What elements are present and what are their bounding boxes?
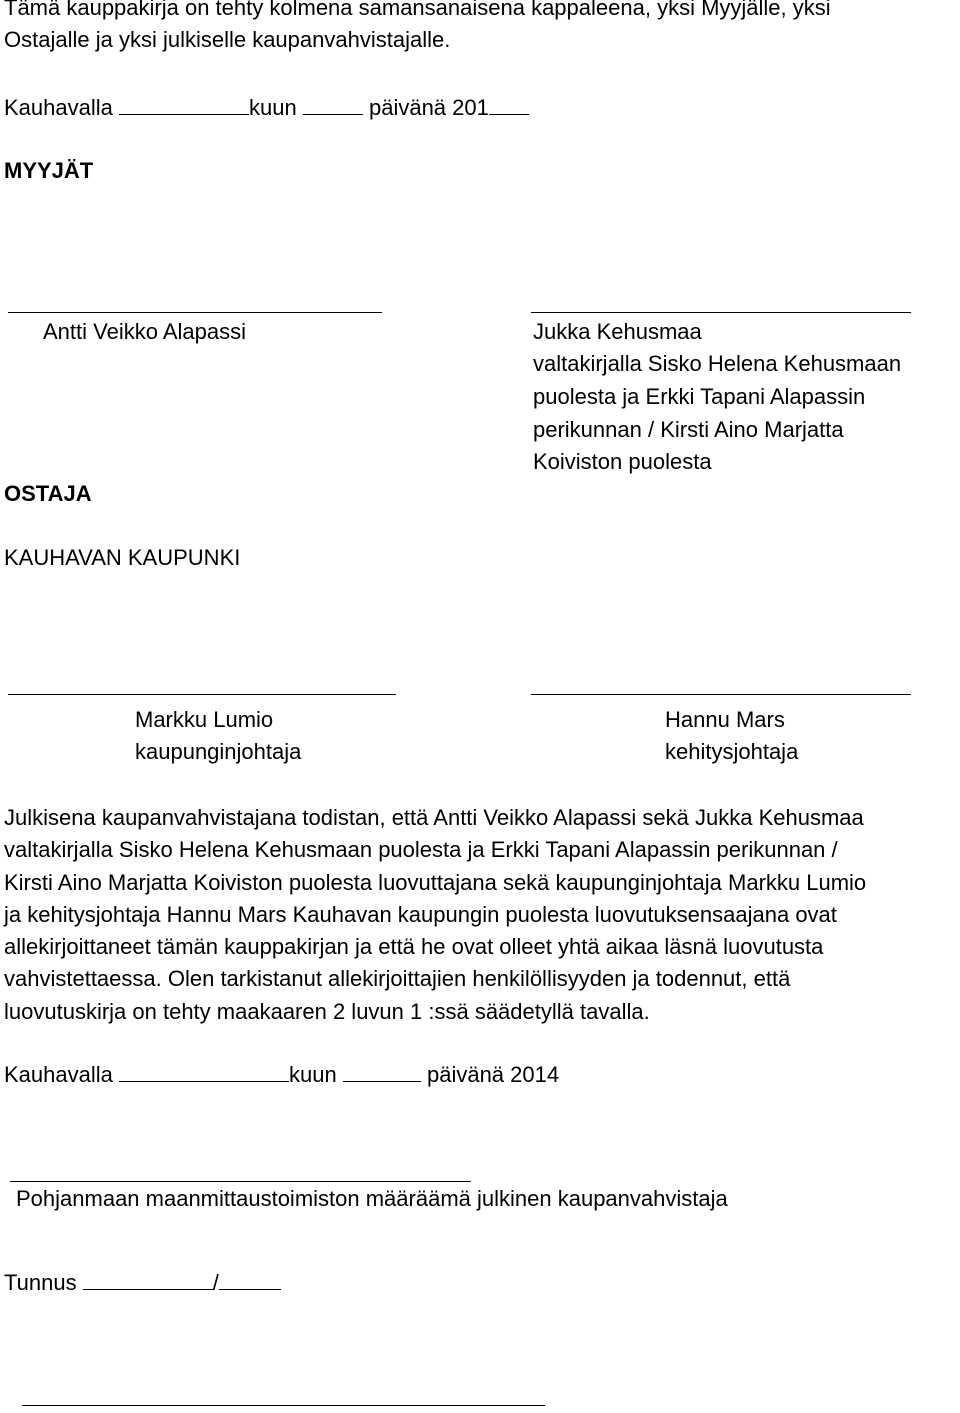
tunnus-label: Tunnus (4, 1270, 77, 1295)
date-paivana: päivänä 201 (368, 95, 489, 120)
buyer-heading: OSTAJA (4, 481, 92, 506)
bottom-signature-line (22, 1405, 545, 1406)
date-line-1 (4, 92, 529, 124)
certification-line: Julkisena kaupanvahvistajana todistan, että Antti Veikko Alapassi sekä Jukka Kehusmaa (4, 805, 864, 830)
month-blank (303, 92, 363, 115)
notary-signature-line (10, 1181, 471, 1182)
date-kuun: kuun (249, 95, 297, 120)
tunnus-blank-2 (219, 1267, 281, 1290)
buyer-right-signer-title: kehitysjohtaja (665, 739, 799, 764)
seller-right-signer-5: Koiviston puolesta (533, 449, 712, 474)
buyer-right-signature-line (531, 694, 911, 695)
tunnus-line (4, 1267, 281, 1299)
seller-right-signer-3: puolesta ja Erkki Tapani Alapassin (533, 384, 866, 409)
seller-right-signer-1: Jukka Kehusmaa (533, 319, 702, 344)
buyer-left-signature-line (8, 694, 396, 695)
certification-line: allekirjoittaneet tämän kauppakirjan ja että he ovat olleet yhtä aikaa läsnä luovutusta (4, 934, 824, 960)
tunnus-blank-1 (83, 1267, 213, 1290)
seller-left-signature-line (8, 312, 382, 313)
sellers-heading: MYYJÄT (4, 158, 94, 183)
date-line-2 (4, 1059, 559, 1091)
certification-line: valtakirjalla Sisko Helena Kehusmaan puolesta ja Erkki Tapani Alapassin perikunnan / (4, 837, 838, 863)
year-blank (489, 92, 529, 115)
seller-right-signature-line (531, 312, 911, 313)
date-place: Kauhavalla (4, 95, 113, 120)
tunnus-separator: / (212, 1270, 219, 1295)
certification-line: vahvistettaessa. Olen tarkistanut allekirjoittajien henkilöllisyyden ja todennut, että (4, 966, 791, 992)
month-blank (343, 1059, 421, 1082)
day-blank (119, 1059, 289, 1082)
notary-title: Pohjanmaan maanmittaustoimiston määräämä julkinen kaupanvahvistaja (16, 1186, 728, 1211)
buyer-left-signer-title: kaupunginjohtaja (135, 739, 302, 764)
buyer-right-signer-name: Hannu Mars (665, 707, 785, 732)
intro-line-2: Ostajalle ja yksi julkiselle kaupanvahvistajalle. (4, 27, 451, 52)
date-kuun: kuun (289, 1062, 337, 1087)
certification-line: Kirsti Aino Marjatta Koiviston puolesta luovuttajana sekä kaupunginjohtaja Markku Lumio (4, 869, 867, 895)
certification-paragraph (4, 802, 959, 1028)
seller-right-signer-4: perikunnan / Kirsti Aino Marjatta (533, 417, 844, 442)
seller-right-signer-2: valtakirjalla Sisko Helena Kehusmaan (533, 351, 902, 376)
date-paivana: päivänä 2014 (426, 1062, 560, 1087)
intro-line-1: Tämä kauppakirja on tehty kolmena samansanaisena kappaleena, yksi Myyjälle, yksi (4, 0, 831, 20)
day-blank (119, 92, 249, 115)
date-place: Kauhavalla (4, 1062, 113, 1087)
buyer-left-signer-name: Markku Lumio (135, 707, 274, 732)
certification-line: ja kehitysjohtaja Hannu Mars Kauhavan kaupungin puolesta luovutuksensaajana ovat (4, 901, 837, 927)
seller-left-signer: Antti Veikko Alapassi (43, 319, 247, 344)
certification-line: luovutuskirja on tehty maakaaren 2 luvun 1 :ssä säädetyllä tavalla. (4, 998, 650, 1024)
buyer-name: KAUHAVAN KAUPUNKI (4, 545, 241, 570)
